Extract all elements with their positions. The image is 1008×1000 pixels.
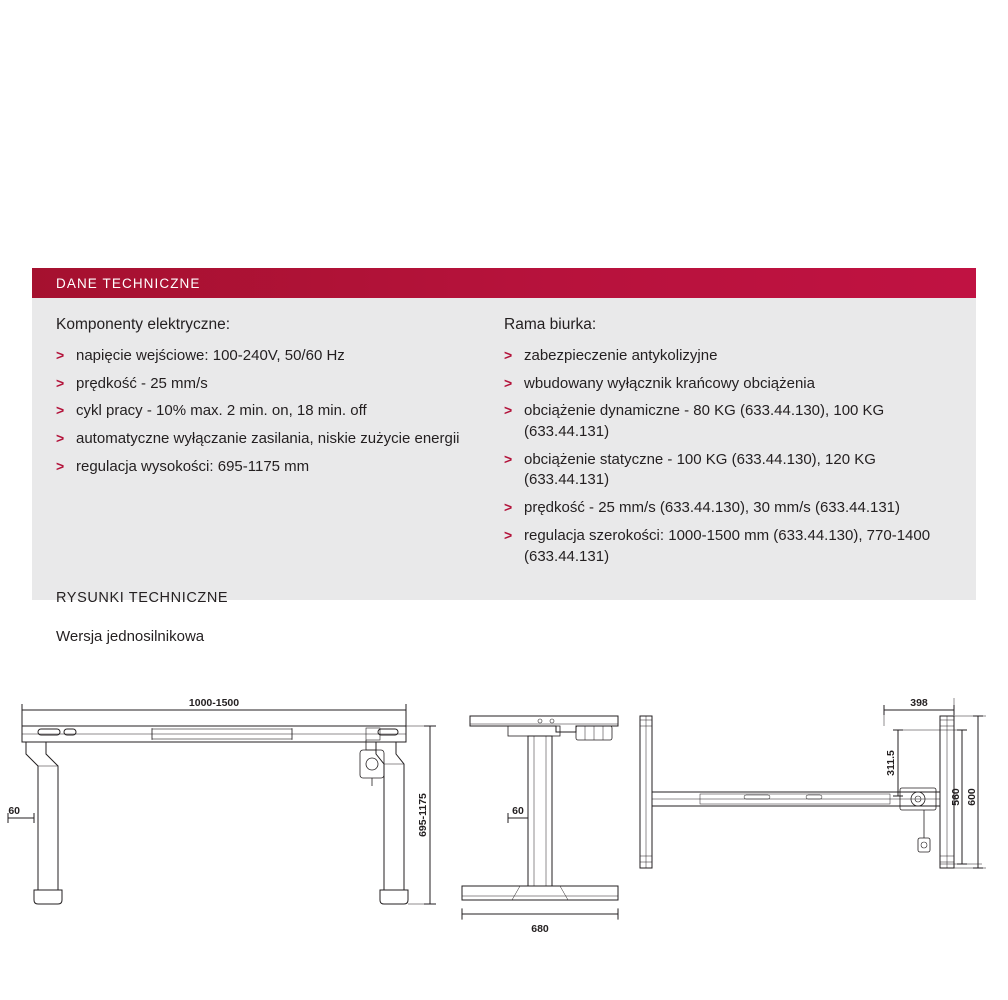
chevron-right-icon: > bbox=[56, 402, 65, 419]
list-item-label: automatyczne wyłączanie zasilania, niskie zużycie energii bbox=[76, 430, 460, 448]
front-view-leg-label: 60 bbox=[8, 805, 20, 817]
top-view-outer-label: 600 bbox=[966, 788, 978, 806]
electrical-components-list bbox=[56, 346, 486, 477]
desk-frame-column bbox=[504, 312, 952, 574]
front-view-width-label: 1000-1500 bbox=[188, 697, 240, 709]
chevron-right-icon: > bbox=[504, 402, 513, 419]
top-view-mid-label: 560 bbox=[950, 788, 962, 806]
list-item-label: prędkość - 25 mm/s (633.44.130), 30 mm/s (633.44.131) bbox=[524, 499, 901, 517]
chevron-right-icon: > bbox=[56, 457, 65, 474]
technical-data-panel bbox=[32, 268, 976, 600]
electrical-components-column bbox=[56, 312, 504, 574]
side-view-base-label: 680 bbox=[531, 923, 549, 935]
technical-data-header bbox=[32, 268, 976, 298]
front-view-height-label: 695-1175 bbox=[417, 793, 429, 837]
list-item bbox=[56, 346, 486, 367]
top-view-depth-label: 398 bbox=[910, 697, 928, 709]
drawings-subtitle: Wersja jednosilnikowa bbox=[56, 628, 205, 645]
list-item bbox=[504, 374, 934, 395]
list-item-label: prędkość - 25 mm/s bbox=[76, 374, 208, 392]
technical-drawings bbox=[0, 668, 1008, 958]
chevron-right-icon: > bbox=[504, 450, 513, 467]
electrical-components-heading: Komponenty elektryczne: bbox=[56, 316, 231, 333]
list-item-label: obciążenie dynamiczne - 80 KG (633.44.130), 100 KG (633.44.131) bbox=[524, 402, 885, 441]
list-item bbox=[504, 526, 934, 567]
list-item bbox=[504, 346, 934, 367]
list-item-label: zabezpieczenie antykolizyjne bbox=[524, 347, 718, 364]
desk-frame-list bbox=[504, 346, 934, 567]
list-item-label: wbudowany wyłącznik krańcowy obciążenia bbox=[524, 374, 815, 392]
chevron-right-icon: > bbox=[56, 374, 65, 391]
chevron-right-icon: > bbox=[56, 430, 65, 447]
top-view-drawing bbox=[640, 698, 986, 868]
side-view-column-label: 60 bbox=[512, 805, 524, 817]
front-view-drawing bbox=[8, 704, 436, 904]
list-item bbox=[504, 450, 934, 491]
list-item-label: regulacja wysokości: 695-1175 mm bbox=[76, 457, 310, 475]
list-item-label: cykl pracy - 10% max. 2 min. on, 18 min. off bbox=[76, 402, 367, 420]
list-item bbox=[56, 429, 486, 450]
list-item bbox=[56, 374, 486, 395]
technical-data-title: DANE TECHNICZNE bbox=[56, 275, 201, 291]
chevron-right-icon: > bbox=[504, 374, 513, 391]
chevron-right-icon: > bbox=[504, 526, 513, 543]
drawings-svg bbox=[0, 668, 1008, 958]
desk-frame-heading: Rama biurka: bbox=[504, 316, 597, 333]
chevron-right-icon: > bbox=[504, 499, 513, 516]
top-view-inner-label: 311.5 bbox=[885, 750, 897, 776]
list-item bbox=[504, 401, 934, 442]
list-item bbox=[56, 457, 486, 478]
list-item bbox=[504, 498, 934, 519]
list-item-label: regulacja szerokości: 1000-1500 mm (633.44.130), 770-1400 (633.44.131) bbox=[524, 526, 931, 565]
list-item bbox=[56, 401, 486, 422]
drawings-section-title: RYSUNKI TECHNICZNE bbox=[56, 590, 229, 606]
chevron-right-icon: > bbox=[504, 347, 513, 363]
list-item-label: napięcie wejściowe: 100-240V, 50/60 Hz bbox=[76, 347, 345, 364]
side-view-drawing bbox=[462, 716, 618, 920]
technical-data-body bbox=[32, 298, 976, 600]
list-item-label: obciążenie statyczne - 100 KG (633.44.130), 120 KG (633.44.131) bbox=[524, 450, 876, 489]
chevron-right-icon: > bbox=[56, 347, 65, 363]
